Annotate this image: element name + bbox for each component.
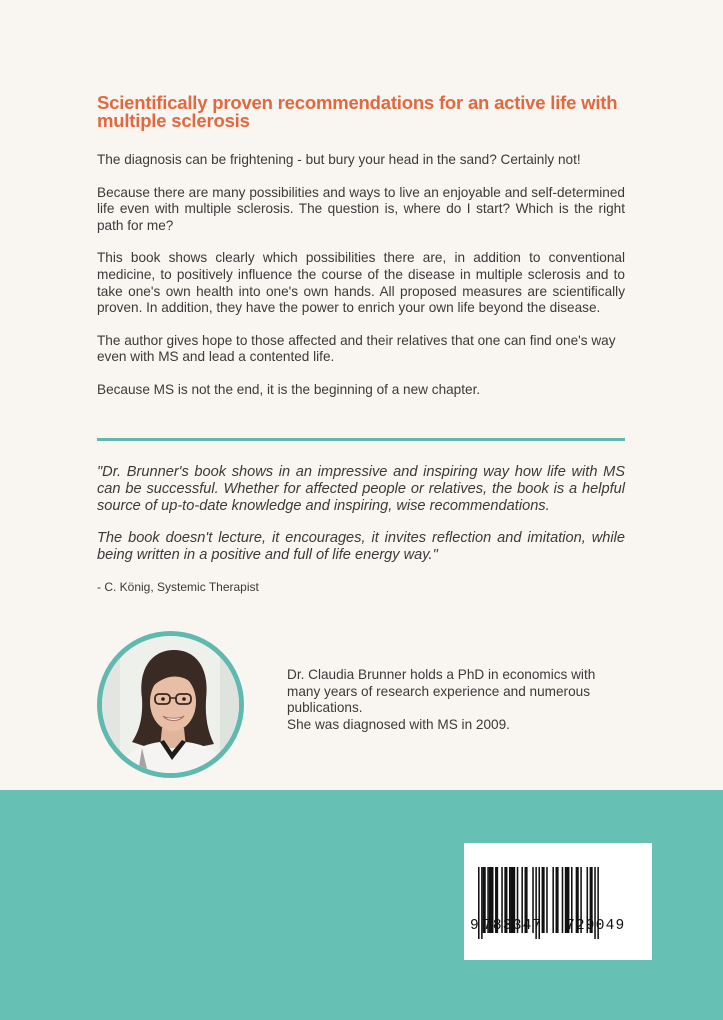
barcode-left-group: 783347 bbox=[483, 918, 543, 934]
barcode-digits bbox=[464, 918, 652, 938]
barcode-bars bbox=[464, 843, 652, 960]
author-photo bbox=[102, 636, 239, 773]
blurb-paragraph-1: The diagnosis can be frightening - but bury your head in the sand? Certainly not! bbox=[97, 152, 581, 167]
testimonial-attribution: - C. König, Systemic Therapist bbox=[97, 579, 259, 594]
author-bio-line-1: Dr. Claudia Brunner holds a PhD in economics with bbox=[287, 667, 596, 682]
testimonial-paragraph-2: The book doesn't lecture, it encourages, it invites reflection and imitation, while being written in a positive and full of life energy way." bbox=[97, 530, 625, 564]
author-bio-line-3: publications. bbox=[287, 700, 363, 716]
blurb-paragraph-3: This book shows clearly which possibilities there are, in addition to conventional medicine, to positively influence the course of the disease in multiple sclerosis and to take one's own health into one's own hands. All proposed measures are scientifically proven. In addition, they have the power to enrich your own life beyond the disease. bbox=[97, 250, 625, 316]
author-bio-line-4: She was diagnosed with MS in 2009. bbox=[287, 716, 510, 732]
testimonial-paragraph-1: "Dr. Brunner's book shows in an impressive and inspiring way how life with MS can be successful. Whether for affected people or relatives, the book is a helpful source of up-to-date knowledge and inspiring, wise recommendations. bbox=[97, 464, 625, 514]
blurb-section bbox=[97, 94, 625, 415]
author-bio-line-2: many years of research experience and numerous bbox=[287, 683, 590, 699]
headline: Scientifically proven recommendations for an active life with multiple sclerosis bbox=[97, 92, 618, 131]
barcode-right-group: 729049 bbox=[566, 918, 626, 934]
isbn-barcode bbox=[464, 843, 652, 960]
section-divider bbox=[97, 438, 625, 441]
author-bio bbox=[287, 667, 617, 733]
testimonial bbox=[97, 464, 625, 594]
author-portrait bbox=[97, 631, 244, 778]
blurb-paragraph-4: The author gives hope to those affected and their relatives that one can find one's way even with MS and lead a contented life. bbox=[97, 332, 616, 365]
blurb-paragraph-5: Because MS is not the end, it is the beginning of a new chapter. bbox=[97, 381, 481, 397]
blurb-paragraph-2: Because there are many possibilities and ways to live an enjoyable and self-determined life even with multiple sclerosis. The question is, where do I start? Which is the right path for me? bbox=[97, 184, 625, 233]
barcode-first-digit: 9 bbox=[470, 918, 479, 934]
